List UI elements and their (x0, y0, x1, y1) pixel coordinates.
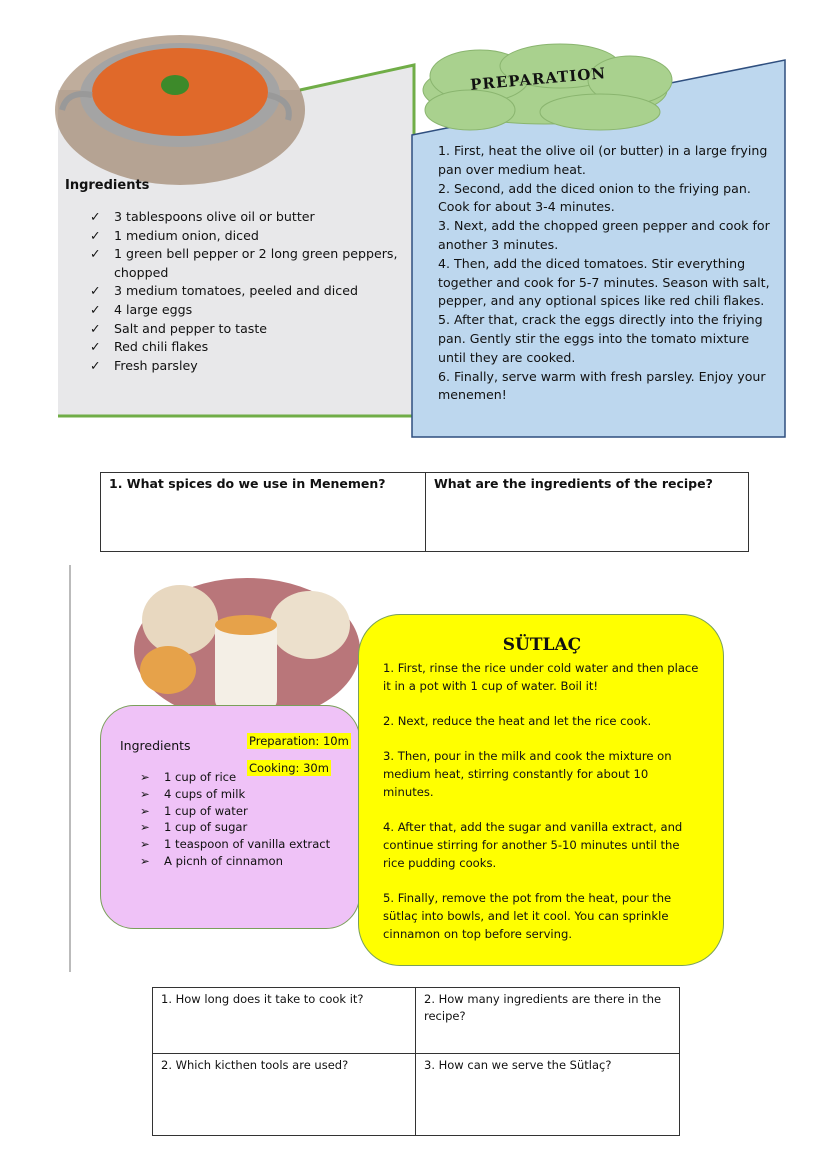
list-item: ➢ 1 teaspoon of vanilla extract (140, 837, 331, 852)
menemen-steps (438, 142, 770, 405)
menemen-ingredients-list (90, 208, 400, 375)
question-cell[interactable]: What are the ingredients of the recipe? (426, 473, 749, 552)
question-cell[interactable]: 1. How long does it take to cook it? (153, 988, 416, 1054)
arrow-icon: ➢ (140, 853, 150, 868)
step: 6. Finally, serve warm with fresh parsley. Enjoy your menemen! (438, 368, 766, 403)
question-cell[interactable]: 3. How can we serve the Sütlaç? (416, 1054, 680, 1136)
check-icon: ✓ (90, 357, 101, 373)
preparation-title: PREPARATION (469, 64, 607, 94)
check-icon: ✓ (90, 301, 101, 317)
step: 2. Second, add the diced onion to the friying pan. Cook for about 3-4 minutes. (438, 180, 751, 215)
arrow-icon: ➢ (140, 837, 150, 852)
sutlac-title: SÜTLAÇ (502, 635, 582, 655)
list-item: ✓ 1 green bell pepper or 2 long green peppers, chopped (90, 246, 398, 280)
list-item: ➢ 1 cup of sugar (140, 820, 248, 835)
step: 2. Next, reduce the heat and let the rice cook. (383, 714, 652, 728)
step: 5. Finally, remove the pot from the heat, pour the sütlaç into bowls, and let it cool. You can sprinkle cinnamon on top before serving. (383, 891, 672, 941)
question-cell[interactable]: 1. What spices do we use in Menemen? (101, 473, 426, 552)
list-item: ✓ 1 medium onion, diced (90, 227, 400, 246)
arrow-icon: ➢ (140, 803, 150, 818)
check-icon: ✓ (90, 246, 101, 262)
arrow-icon: ➢ (140, 770, 150, 784)
sutlac-ingredients-list (140, 769, 350, 870)
list-item: ➢ 4 cups of milk (140, 786, 246, 801)
list-item: ✓ Red chili flakes (90, 338, 400, 357)
question-cell[interactable]: 2. Which kicthen tools are used? (153, 1054, 416, 1136)
list-item: ➢ A picnh of cinnamon (140, 853, 283, 868)
check-icon: ✓ (90, 339, 101, 355)
sutlac-questions-table (152, 987, 680, 1136)
step: 4. After that, add the sugar and vanilla extract, and continue stirring for another 5-10 minutes until the rice pudding cooks. (383, 820, 683, 870)
list-item: ✓ 4 large eggs (90, 301, 400, 320)
step: 1. First, rinse the rice under cold water and then place it in a pot with 1 cup of water. Boil it! (383, 661, 699, 693)
step: 3. Next, add the chopped green pepper and cook for another 3 minutes. (438, 218, 770, 252)
check-icon: ✓ (90, 209, 101, 224)
menemen-ingredients-title: Ingredients (65, 178, 150, 193)
list-item: ➢ 1 cup of water (140, 803, 248, 818)
check-icon: ✓ (90, 320, 101, 336)
cooking-time: Cooking: 30m (249, 761, 329, 775)
arrow-icon: ➢ (140, 820, 150, 835)
menemen-image (55, 35, 305, 185)
list-item: ➢ 1 cup of rice (140, 770, 237, 784)
step: 5. After that, crack the eggs directly into the friying pan. Gently stir the eggs into the tomato mixture until they are cooked. (438, 312, 763, 365)
preparation-time: Preparation: 10m (249, 734, 349, 748)
list-item: ✓ Salt and pepper to taste (90, 320, 400, 339)
list-item: ✓ 3 tablespoons olive oil or butter (90, 208, 400, 227)
check-icon: ✓ (90, 283, 101, 299)
menemen-questions-table (100, 472, 749, 552)
arrow-icon: ➢ (140, 786, 150, 801)
step: 1. First, heat the olive oil (or butter) in a large frying pan over medium heat. (438, 143, 768, 177)
step: 3. Then, pour in the milk and cook the mixture on medium heat, stirring constantly for about 10 minutes. (383, 749, 672, 799)
sutlac-steps-box (358, 614, 724, 966)
list-item: ✓ Fresh parsley (90, 357, 400, 376)
question-cell[interactable]: 2. How many ingredients are there in the recipe? (416, 988, 680, 1054)
sutlac-ingredients-title: Ingredients (120, 738, 191, 753)
list-item: ✓ 3 medium tomatoes, peeled and diced (90, 282, 400, 301)
check-icon: ✓ (90, 227, 101, 243)
sutlac-image (134, 578, 360, 722)
step: 4. Then, add the diced tomatoes. Stir everything together and cook for 5-7 minutes. Season with salt, pepper, and any optional spices like red chili flakes. (438, 255, 770, 309)
